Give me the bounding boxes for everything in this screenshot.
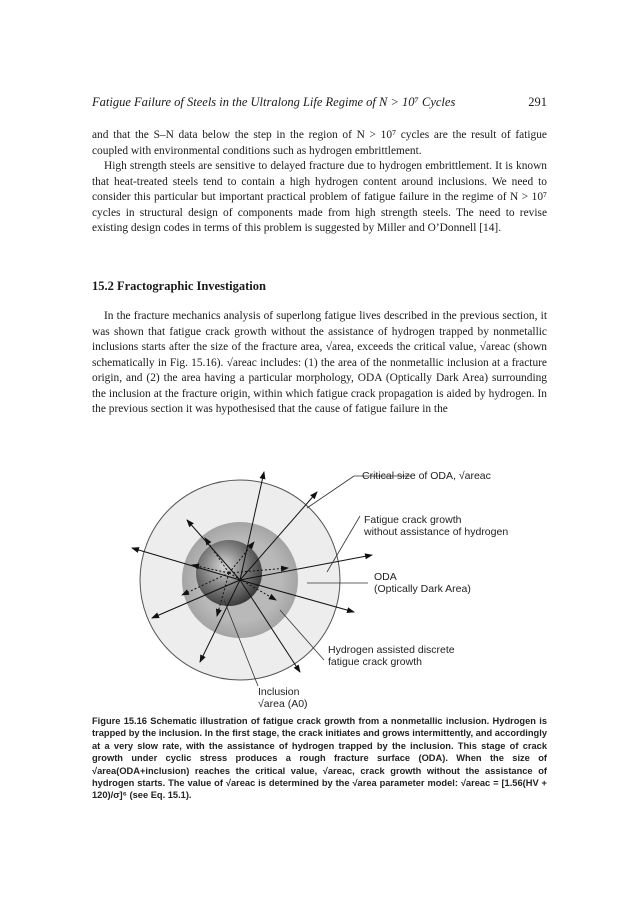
running-title: Fatigue Failure of Steels in the Ultralong Life Regime of N > 10⁷ Cycles <box>92 95 456 109</box>
oda-label-line: ODA <box>374 571 397 583</box>
page-header <box>92 95 547 115</box>
hydrogen-label-line: fatigue crack growth <box>328 656 422 668</box>
critical-size-leader <box>307 476 354 508</box>
page-number: 291 <box>528 95 547 109</box>
fatigue-growth-label <box>364 514 508 538</box>
inclusion-label-line: √area (A0) <box>258 698 308 710</box>
paragraph-1: and that the S–N data below the step in the region of N > 10⁷ cycles are the result of fatigue coupled with environmental conditions such as hydrogen embrittlement. <box>92 129 547 157</box>
paragraph-3: In the fracture mechanics analysis of superlong fatigue lives described in the previous section, it was shown that fatigue crack growth without the assistance of hydrogen trapped by nonmetallic inclusions starts after the size of the fracture area, √area, exceeds the critical value, √areac (shown schematically in Fig. 15.16). √areac includes: (1) the area of the nonmetallic inclusion at a fracture origin, and (2) the area having a particular morphology, ODA (Optically Dark Area) surrounding the inclusion at the fracture origin, within which fatigue crack propagation is aided by hydrogen. In the previous section it was hypothesised that the cause of fatigue failure in the <box>92 310 547 415</box>
figure-caption: Figure 15.16 Schematic illustration of fatigue crack growth from a nonmetallic inclusion. Hydrogen is trapped by the inclusion. In the first stage, the crack initiates and grows intermittently, and accordingly at a very slow rate, with the assistance of hydrogen trapped by the inclusion. This stage of crack growth under cyclic stress produces a rough fracture surface (ODA). When the size of √area(ODA+inclusion) reaches the critical value, √areac, crack growth without the assistance of hydrogen starts. The value of √areac is determined by the √area parameter model: √areac = [1.56(HV + 120)/σ]⁶ (see Eq. 15.1). <box>92 716 547 801</box>
hydrogen-assisted-label <box>328 644 455 668</box>
inclusion-label-line: Inclusion <box>258 686 300 698</box>
oda-label <box>374 571 471 595</box>
fatigue-growth-label-line: Fatigue crack growth <box>364 514 462 526</box>
oda-label-line: (Optically Dark Area) <box>374 583 471 595</box>
inclusion-label <box>258 686 308 710</box>
hydrogen-label-line: Hydrogen assisted discrete <box>328 644 455 656</box>
section-heading: 15.2 Fractographic Investigation <box>92 279 266 293</box>
figure-15-16 <box>92 440 547 710</box>
critical-size-label: Critical size of ODA, √areac <box>362 470 491 482</box>
fatigue-growth-label-line: without assistance of hydrogen <box>364 526 509 538</box>
paragraph-2: High strength steels are sensitive to delayed fracture due to hydrogen embrittlement. It is known that heat-treated steels tend to contain a high hydrogen content around inclusions. We need to consider this particular but important practical problem of fatigue failure in the regime of N > 10⁷ cycles in structural design of components made from high strength steels. The need to revise existing design codes in terms of this problem is suggested by Miller and O’Donnell [14]. <box>92 160 547 234</box>
